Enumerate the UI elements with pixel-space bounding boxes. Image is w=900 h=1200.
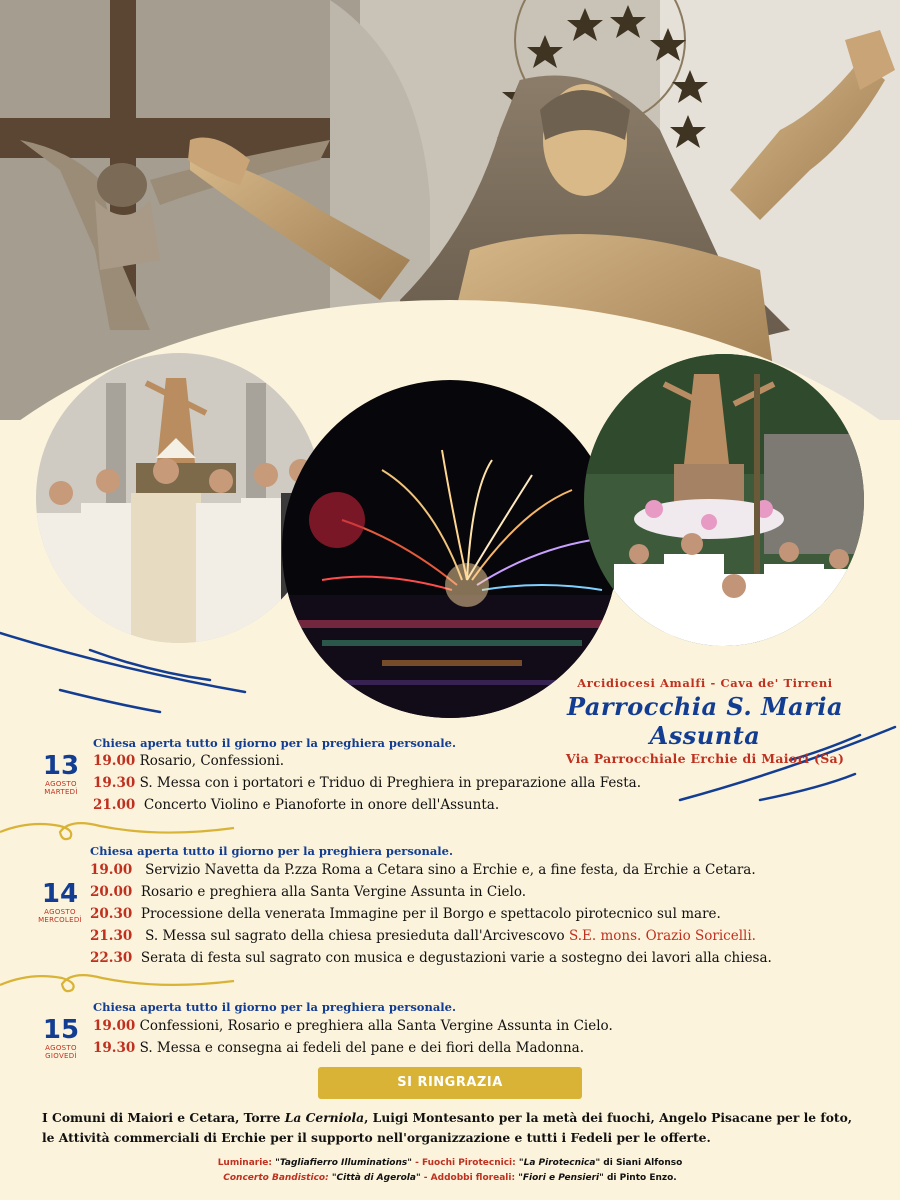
event-time: 21.30 — [90, 928, 133, 944]
date-month: AGOSTO — [45, 1044, 77, 1052]
credit-value: "Tagliafierro Illuminations" — [275, 1158, 412, 1168]
procession-photo — [584, 354, 864, 646]
credit-label: Concerto Bandistico: — [223, 1173, 329, 1183]
event-time: 19.30 — [93, 1040, 136, 1056]
thanks-text-part: I Comuni di Maiori e Cetara, Torre — [42, 1110, 285, 1125]
event-text: S. Messa e consegna ai fedeli del pane e dei fiori della Madonna. — [139, 1040, 584, 1056]
credit-value: "Città di Agerola" — [331, 1173, 421, 1183]
credit-value: "La Pirotecnica" — [518, 1158, 601, 1168]
parish-name: Parrocchia S. Maria Assunta — [566, 692, 844, 750]
date-day: 15 — [42, 1015, 80, 1045]
credits-line-2 — [0, 1173, 900, 1183]
credit-label: - Addobbi floreali: — [420, 1173, 516, 1183]
date-month: AGOSTO — [45, 780, 77, 788]
event-item — [93, 795, 499, 815]
event-time: 19.00 — [93, 1018, 136, 1034]
event-time: 21.00 — [93, 797, 136, 813]
tower-name: La Cerniola — [284, 1110, 365, 1125]
thanks-line-1 — [42, 1108, 862, 1128]
event-text: Serata di festa sul sagrato con musica e degustazioni varie a sostegno dei lavori alla chiesa. — [140, 950, 772, 966]
thanks-heading: SI RINGRAZIA — [318, 1067, 582, 1099]
event-time: 19.00 — [90, 862, 133, 878]
date-block — [27, 880, 93, 924]
credit-value: "Fiori e Pensieri" — [518, 1173, 604, 1183]
date-day: 14 — [41, 879, 79, 909]
thanks-text-part: , Luigi Montesanto per la metà dei fuochi, Angelo Pisacane per le foto, — [364, 1110, 853, 1125]
event-time: 20.30 — [90, 906, 133, 922]
event-item — [90, 882, 526, 902]
event-item — [90, 860, 756, 880]
event-time: 22.30 — [90, 950, 133, 966]
day-notice: Chiesa aperta tutto il giorno per la preghiera personale. — [93, 1000, 456, 1014]
day-notice: Chiesa aperta tutto il giorno per la preghiera personale. — [93, 736, 456, 750]
event-text: Processione della venerata Immagine per il Borgo e spettacolo pirotecnico sul mare. — [140, 906, 721, 922]
event-time: 19.00 — [93, 753, 136, 769]
event-text: Servizio Navetta da P.zza Roma a Cetara sino a Erchie e, a fine festa, da Erchie a Cetara. — [145, 862, 756, 878]
credit-label: - Fuochi Pirotecnici: — [411, 1158, 516, 1168]
event-time: 20.00 — [90, 884, 133, 900]
thanks-line-2: le Attività commerciali di Erchie per il supporto nell'organizzazione e tutti i Fedeli per le offerte. — [42, 1130, 711, 1145]
date-weekday: GIOVEDÌ — [45, 1052, 77, 1060]
thanks-text — [42, 1108, 862, 1148]
event-time: 19.30 — [93, 775, 136, 791]
date-weekday: MERCOLEDÌ — [38, 916, 82, 924]
credit-value: di Pinto Enzo. — [603, 1173, 677, 1183]
parish-address: Via Parrocchiale Erchie di Maiori (Sa) — [565, 751, 845, 766]
event-item — [93, 773, 641, 793]
event-item — [90, 904, 721, 924]
event-item — [90, 926, 756, 946]
credit-label: Luminarie: — [217, 1158, 272, 1168]
date-block — [28, 1016, 94, 1060]
diocese-name: Arcidiocesi Amalfi - Cava de' Tirreni — [577, 676, 833, 690]
event-text: Rosario e preghiera alla Santa Vergine Assunta in Cielo. — [140, 884, 527, 900]
event-item — [90, 948, 772, 968]
event-item — [93, 751, 284, 771]
event-text: S. Messa sul sagrato della chiesa presieduta dall'Arcivescovo — [145, 928, 565, 944]
event-item — [93, 1038, 584, 1058]
credit-value: di Siani Alfonso — [600, 1158, 683, 1168]
fireworks-photo — [282, 380, 618, 718]
date-month: AGOSTO — [44, 908, 76, 916]
event-text: Rosario, Confessioni. — [139, 753, 285, 769]
hero-photo — [0, 0, 900, 420]
day-notice: Chiesa aperta tutto il giorno per la preghiera personale. — [90, 844, 453, 858]
event-text: Concerto Violino e Pianoforte in onore dell'Assunta. — [143, 797, 500, 813]
date-day: 13 — [42, 751, 80, 781]
date-weekday: MARTEDÌ — [44, 788, 78, 796]
archbishop-name: S.E. mons. Orazio Soricelli. — [568, 928, 756, 944]
event-text: S. Messa con i portatori e Triduo di Preghiera in preparazione alla Festa. — [139, 775, 642, 791]
parish-header — [520, 676, 890, 766]
event-text: Confessioni, Rosario e preghiera alla Santa Vergine Assunta in Cielo. — [139, 1018, 613, 1034]
event-item — [93, 1016, 613, 1036]
date-block — [28, 752, 94, 796]
clergy-photo — [36, 353, 322, 643]
credits-line-1 — [0, 1158, 900, 1168]
